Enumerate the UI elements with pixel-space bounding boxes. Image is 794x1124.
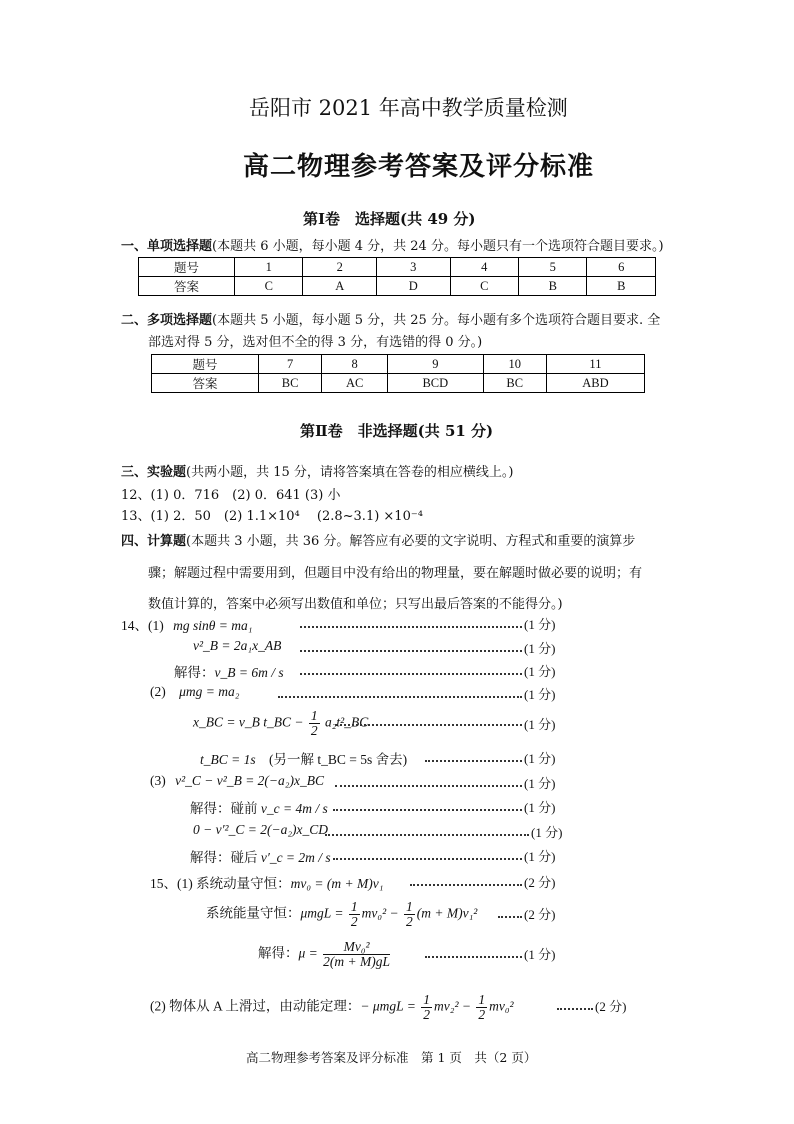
q14-line8 <box>190 797 328 817</box>
answer-cell: AC <box>322 374 388 393</box>
answer-cell: D <box>377 277 451 296</box>
score: (1 分) <box>531 825 563 840</box>
q14-equation-10: v′_c = 2m / s <box>260 850 331 865</box>
answer-cell: A <box>303 277 377 296</box>
calc-desc3: 数值计算的，答案中必须写出数值和单位；只写出最后答案的不能得分。) <box>148 597 563 612</box>
leader-dots <box>425 956 522 958</box>
row-label: 题号 <box>152 355 259 374</box>
leader-dots <box>557 1008 593 1010</box>
numerator: 1 <box>478 992 486 1007</box>
q15-line2 <box>206 900 477 929</box>
score: (2 分) <box>524 907 556 922</box>
single-choice-table <box>138 257 656 296</box>
sub-question-3: (3) <box>150 773 166 788</box>
q14-equation-4: μmg = ma₂ <box>179 684 240 699</box>
experiment-label: 三、实验题 <box>121 465 187 480</box>
fraction-half <box>421 993 432 1022</box>
eq-part: μmgL = <box>300 905 344 921</box>
calc-label: 四、计算题 <box>121 534 187 549</box>
single-choice-intro <box>121 235 664 254</box>
fraction-mu <box>323 940 390 969</box>
q14-equation-3: v_B = 6m / s <box>214 665 284 680</box>
answer-q13: 13、(1) 2．50 (2) 1.1×10⁴ (2.8~3.1) ×10⁻⁴ <box>121 509 423 524</box>
sub-question-2: (2) 物体从 A 上滑过，由动能定理： <box>150 998 361 1014</box>
answer-cell: BC <box>259 374 322 393</box>
multi-choice-label: 二、多项选择题 <box>121 313 213 328</box>
question-number: 6 <box>587 258 656 277</box>
q14-line6 <box>200 748 407 768</box>
denominator: 2 <box>350 914 358 929</box>
question-number: 5 <box>519 258 587 277</box>
page-footer: 高二物理参考答案及评分标准 第 1 页 共（2 页） <box>246 1050 537 1065</box>
eq-part: − μmgL = <box>360 998 416 1014</box>
answer-cell: ABD <box>546 374 644 393</box>
experiment-intro <box>121 461 513 480</box>
q15-line1 <box>150 872 383 892</box>
q14-line1 <box>121 614 252 634</box>
q14-line10 <box>190 846 331 866</box>
question-number: 9 <box>388 355 484 374</box>
row-label: 答案 <box>152 374 259 393</box>
score: (1 分) <box>524 947 556 962</box>
calc-intro <box>121 530 635 549</box>
score: (2 分) <box>524 875 556 890</box>
score: (1 分) <box>524 641 556 656</box>
fraction-half <box>309 709 320 738</box>
row-label: 答案 <box>139 277 235 296</box>
leader-dots <box>410 884 522 886</box>
q14-equation-8: v_c = 4m / s <box>260 801 328 816</box>
q14-line4 <box>150 684 239 700</box>
eq-part: a₂t²_BC <box>324 714 369 730</box>
leader-dots <box>300 650 522 652</box>
table-row <box>152 374 645 393</box>
q15-line3 <box>258 940 392 969</box>
answer-cell: BC <box>483 374 546 393</box>
eq-part: mv₀² <box>489 998 514 1014</box>
leader-dots <box>278 696 522 698</box>
calc-desc1: (本题共 3 小题，共 36 分。解答应有必要的文字说明、方程式和重要的演算步 <box>186 534 636 549</box>
fraction-half <box>349 900 360 929</box>
denominator: 2 <box>478 1007 486 1022</box>
score: (1 分) <box>524 617 556 632</box>
question-number: 4 <box>450 258 518 277</box>
question-number: 8 <box>322 355 388 374</box>
calc-desc2: 骤；解题过程中需要用到，但题目中没有给出的物理量，要在解题时做必要的说明；有 <box>148 566 643 581</box>
q14-equation-6: t_BC = 1s <box>200 752 256 767</box>
answer-cell: BCD <box>388 374 484 393</box>
leader-dots <box>335 724 522 726</box>
eq-part: μ = <box>298 945 318 961</box>
score: (1 分) <box>524 664 556 679</box>
leader-dots <box>300 673 522 675</box>
solve-label: 解得： <box>174 665 215 680</box>
score: (1 分) <box>524 800 556 815</box>
leader-dots <box>425 760 522 762</box>
multi-choice-desc1: (本题共 5 小题，每小题 5 分，共 25 分。每小题有多个选项符合题目要求. 全 <box>212 313 661 328</box>
leader-dots <box>498 916 522 918</box>
table-row <box>139 258 656 277</box>
q14-line3 <box>174 661 284 681</box>
numerator: 1 <box>423 992 431 1007</box>
document-title: 岳阳市 2021 年高中教学质量检测 <box>249 96 568 120</box>
single-choice-label: 一、单项选择题 <box>121 239 213 254</box>
multi-choice-intro <box>121 309 660 328</box>
part1-heading: 第Ⅰ卷 选择题(共 49 分) <box>303 210 476 228</box>
leader-dots <box>335 785 522 787</box>
score: (1 分) <box>524 717 556 732</box>
experiment-desc: (共两小题，共 15 分，请将答案填在答卷的相应横线上。) <box>186 465 514 480</box>
leader-dots <box>325 834 529 836</box>
numerator: 1 <box>310 708 318 723</box>
answer-cell: B <box>587 277 656 296</box>
score: (2 分) <box>595 999 627 1014</box>
solve-label: 解得：碰前 <box>190 801 258 816</box>
solve-label: 解得：碰后 <box>190 850 258 865</box>
multi-choice-table <box>151 354 645 393</box>
q15-prefix: 15、(1) 系统动量守恒： <box>150 876 291 891</box>
energy-label: 系统能量守恒： <box>206 905 301 921</box>
q15-equation-1: mv₀ = (m + M)v₁ <box>290 876 384 891</box>
score: (1 分) <box>524 849 556 864</box>
leader-dots <box>300 626 522 628</box>
q14-prefix: 14、(1) <box>121 618 164 633</box>
question-number: 2 <box>303 258 377 277</box>
question-number: 7 <box>259 355 322 374</box>
answer-cell: B <box>519 277 587 296</box>
denominator: 2 <box>406 914 413 929</box>
score: (1 分) <box>524 687 556 702</box>
answer-cell: C <box>450 277 518 296</box>
question-number: 3 <box>377 258 451 277</box>
answer-q12: 12、(1) 0．716 (2) 0．641 (3) 小 <box>121 488 341 503</box>
q14-alt-solution: (另一解 t_BC = 5s 舍去) <box>269 752 408 767</box>
eq-part: mv₂² − <box>434 998 471 1014</box>
document-subtitle: 高二物理参考答案及评分标准 <box>243 152 595 182</box>
q14-line7 <box>150 773 324 789</box>
eq-part: (m + M)v₁² <box>416 905 478 921</box>
score: (1 分) <box>524 751 556 766</box>
numerator: 1 <box>406 899 413 914</box>
question-number: 11 <box>546 355 644 374</box>
part2-heading: 第Ⅱ卷 非选择题(共 51 分) <box>300 422 494 440</box>
table-row <box>139 277 656 296</box>
leader-dots <box>333 858 522 860</box>
eq-part: mv₀² − <box>361 905 399 921</box>
denominator: 2 <box>310 723 318 738</box>
solve-label: 解得： <box>258 945 299 961</box>
q14-equation-9: 0 − v′²_C = 2(−a₂)x_CD <box>193 822 329 837</box>
denominator: 2 <box>423 1007 431 1022</box>
q14-equation-7: v²_C − v²_B = 2(−a₂)x_BC <box>175 773 324 788</box>
numerator: Mv₀² <box>323 940 390 955</box>
fraction-half <box>404 900 415 929</box>
fraction-half <box>476 993 487 1022</box>
q14-equation-2: v²_B = 2a₁x_AB <box>193 638 282 653</box>
denominator: 2(m + M)gL <box>323 954 390 969</box>
score: (1 分) <box>524 776 556 791</box>
multi-choice-desc2: 部选对得 5 分，选对但不全的得 3 分，有选错的得 0 分。) <box>148 335 483 350</box>
sub-question-2: (2) <box>150 684 166 699</box>
question-number: 10 <box>483 355 546 374</box>
leader-dots <box>333 809 522 811</box>
eq-part: x_BC = v_B t_BC − <box>193 714 304 730</box>
answer-cell: C <box>235 277 303 296</box>
table-row <box>152 355 645 374</box>
numerator: 1 <box>350 899 358 914</box>
row-label: 题号 <box>139 258 235 277</box>
q15-line4 <box>150 993 514 1022</box>
single-choice-desc: (本题共 6 小题，每小题 4 分，共 24 分。每小题只有一个选项符合题目要求。) <box>212 239 664 254</box>
question-number: 1 <box>235 258 303 277</box>
q14-equation-1: mg sinθ = ma₁ <box>173 618 253 633</box>
